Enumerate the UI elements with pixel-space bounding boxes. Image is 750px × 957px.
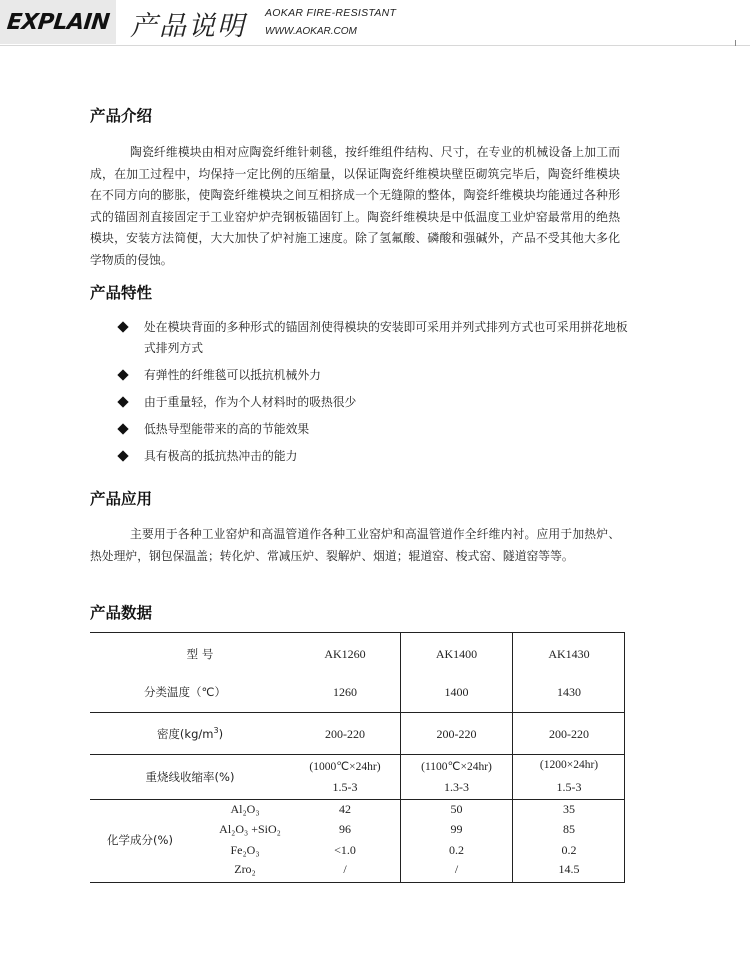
chem-value: 35 [563,802,575,816]
model-label: 型 号 [186,647,214,661]
chem-value: 0.2 [449,843,464,857]
page-header [0,0,750,46]
header-website: WWW.AOKAR.COM [265,26,357,37]
model-ak1430: AK1430 [548,647,590,661]
data-title: 产品数据 [90,604,153,622]
shrink-value: 1.5-3 [556,780,582,794]
model-ak1400: AK1400 [435,647,478,661]
temp-value: 1260 [333,685,357,699]
feature-item: 处在模块背面的多种形式的锚固剂使得模块的安装即可采用并列式排列方式也可采用拼花地板式排列方式 [118,317,628,359]
chem-value: <1.0 [334,843,356,857]
density-value: 200-220 [549,727,589,741]
feature-item: 由于重量轻，作为个人材料时的吸热很少 [118,392,628,413]
chem-value: 42 [339,802,351,816]
chem-value: / [343,862,347,876]
brand-logo-box [0,0,116,44]
chem-label: 化学成分(%) [107,833,173,847]
chem-value: 50 [450,802,463,816]
features-title: 产品特性 [90,284,153,302]
temp-value: 1430 [557,685,581,699]
application-title: 产品应用 [90,490,153,508]
diamond-bullet-icon [117,321,128,332]
chem-value: 14.5 [558,862,580,876]
temp-label: 分类温度（℃） [144,685,226,699]
density-value: 200-220 [325,727,365,741]
product-data-table [90,632,626,883]
chem-row-label: Al₂O₃ +SiO₂ [219,822,281,836]
header-divider [0,45,750,46]
intro-paragraph: 陶瓷纤维模块由相对应陶瓷纤维针刺毯，按纤维组件结构、尺寸，在专业的机械设备上加工而成，在加工过程中，均保持一定比例的压缩量，以保证陶瓷纤维模块壁臣砌筑完毕后，陶瓷纤维模块在不同方向的膨胀，使陶瓷纤维模块之间互相挤成一个无缝隙的整体，陶瓷纤维模块均能通过各种形式的锚固剂直接固定于工业窑炉炉壳钢板锚固钉上。陶瓷纤维模块是中低温度工业炉窑最常用的绝热模块，安装方法简便，大大加快了炉衬施工速度。除了氢氟酸、磷酸和强碱外，产品不受其他大多化学物质的侵蚀。 [90,145,620,267]
chem-value: 96 [339,822,351,836]
chem-value: 99 [450,822,463,836]
feature-item: 低热导型能带来的高的节能效果 [118,419,628,440]
diamond-bullet-icon [117,369,128,380]
chem-value: 0.2 [561,843,577,857]
shrink-condition: (1200×24hr) [539,759,599,771]
feature-item: 有弹性的纤维毯可以抵抗机械外力 [118,365,628,386]
chem-row-label: Zro₂ [234,862,256,876]
density-label: 密度$(kg/m^3)$ [156,726,224,741]
chem-value: 85 [563,822,575,836]
header-company: AOKAR FIRE-RESISTANT [265,7,397,19]
header-title: 产品说明 [130,11,246,42]
diamond-bullet-icon [117,396,128,407]
chem-row-label: Al₂O₃ [230,802,260,816]
intro-title: 产品介绍 [90,107,153,125]
model-ak1260: AK1260 [324,647,366,661]
density-value: 200-220 [436,727,477,741]
chem-row-label: Fe₂O₃ [230,843,260,857]
shrink-value: 1.5-3 [332,780,358,794]
diamond-bullet-icon [117,423,128,434]
temp-value: 1400 [444,685,469,699]
chem-value: / [454,862,459,876]
feature-item: 具有极高的抵抗热冲击的能力 [118,446,628,467]
shrink-label: 重烧线收缩率(%) [145,770,235,784]
brand-logo-text: EXPLAIN [5,9,111,35]
header-corner-tick [735,40,736,46]
shrink-value: 1.3-3 [444,780,469,794]
shrink-condition: (1000℃×24hr) [309,761,381,773]
application-paragraph: 主要用于各种工业窑炉和高温管道作各种工业窑炉和高温管道作全纤维内衬。应用于加热炉、热处理炉，钢包保温盖；转化炉、常减压炉、裂解炉、烟道；辊道窑、梭式窑、隧道窑等等。 [90,527,620,563]
features-list [118,317,628,467]
shrink-condition: (1100℃×24hr) [421,761,492,773]
diamond-bullet-icon [117,450,128,461]
